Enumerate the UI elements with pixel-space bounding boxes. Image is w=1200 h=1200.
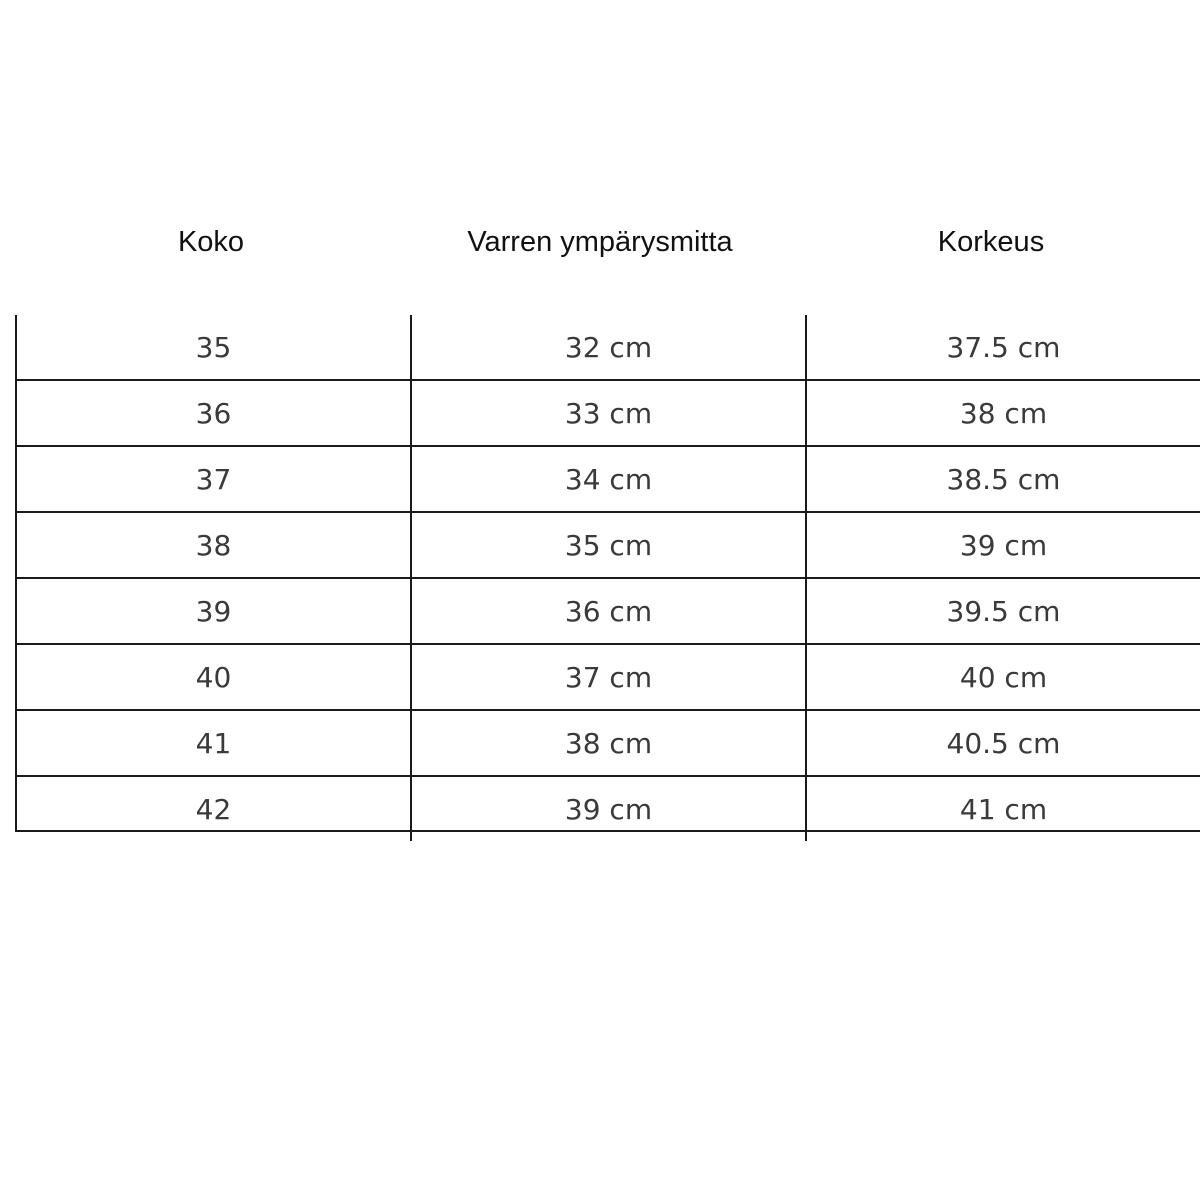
circumference-cell: 34 cm bbox=[412, 447, 807, 511]
size-cell: 39 bbox=[17, 579, 412, 643]
height-cell: 39.5 cm bbox=[946, 594, 1061, 628]
circumference-cell: 36 cm bbox=[412, 579, 807, 643]
size-table bbox=[15, 315, 1200, 832]
height-cell: 40 cm bbox=[959, 660, 1048, 694]
height-cell: 37.5 cm bbox=[946, 330, 1061, 364]
table-row bbox=[17, 315, 1200, 381]
size-cell: 41 bbox=[17, 711, 412, 775]
circumference-cell: 35 cm bbox=[412, 513, 807, 577]
size-cell: 38 bbox=[17, 513, 412, 577]
height-cell: 38.5 cm bbox=[946, 462, 1061, 496]
circumference-cell: 37 cm bbox=[412, 645, 807, 709]
table-row bbox=[17, 777, 1200, 841]
height-cell: 40.5 cm bbox=[946, 726, 1061, 760]
header-shaft-circumference: Varren ympärysmitta bbox=[467, 226, 733, 258]
size-cell: 40 bbox=[17, 645, 412, 709]
table-row bbox=[17, 579, 1200, 645]
size-cell: 37 bbox=[17, 447, 412, 511]
size-cell: 36 bbox=[17, 381, 412, 445]
header-height: Korkeus bbox=[937, 226, 1045, 258]
table-row bbox=[17, 645, 1200, 711]
size-cell: 35 bbox=[17, 315, 412, 379]
table-row bbox=[17, 711, 1200, 777]
height-cell: 41 cm bbox=[959, 792, 1048, 826]
table-header bbox=[0, 226, 1200, 272]
size-cell: 42 bbox=[17, 777, 412, 841]
table-row bbox=[17, 447, 1200, 513]
table-row bbox=[17, 381, 1200, 447]
circumference-cell: 32 cm bbox=[412, 315, 807, 379]
circumference-cell: 38 cm bbox=[412, 711, 807, 775]
height-cell: 39 cm bbox=[959, 528, 1048, 562]
table-row bbox=[17, 513, 1200, 579]
header-size: Koko bbox=[177, 226, 245, 258]
circumference-cell: 33 cm bbox=[412, 381, 807, 445]
height-cell: 38 cm bbox=[959, 396, 1048, 430]
circumference-cell: 39 cm bbox=[412, 777, 807, 841]
